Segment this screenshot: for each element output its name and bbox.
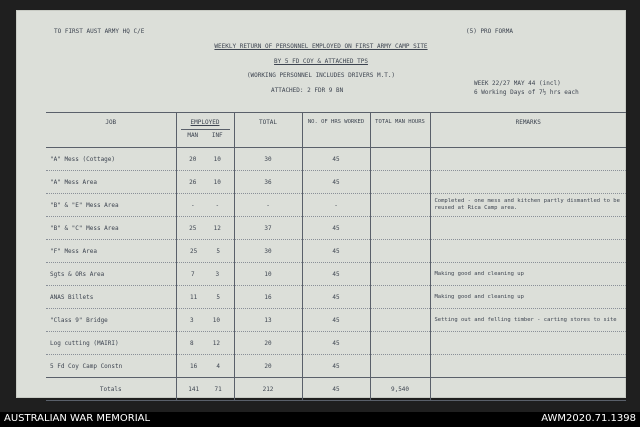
row-inf: 5: [216, 247, 220, 255]
row-job: "Class 9" Bridge: [46, 309, 176, 332]
row-total: 20: [234, 355, 302, 378]
row-hrs: 45: [302, 355, 370, 378]
row-employed: [176, 309, 234, 332]
row-inf: 5: [216, 293, 220, 301]
row-employed: [176, 148, 234, 171]
table-row: [46, 217, 626, 240]
totals-label: Totals: [46, 378, 176, 401]
row-employed: [176, 171, 234, 194]
table-row: [46, 355, 626, 378]
header-total: TOTAL: [234, 113, 302, 148]
row-hrs: -: [302, 194, 370, 217]
totals-row: [46, 378, 626, 401]
row-employed: [176, 355, 234, 378]
row-employed: [176, 263, 234, 286]
totals-inf: 71: [214, 385, 222, 393]
row-hrs: 45: [302, 240, 370, 263]
row-remarks: [430, 171, 626, 194]
table-header-row: [46, 113, 626, 148]
row-inf: 10: [213, 155, 221, 163]
row-man: 20: [189, 155, 197, 163]
row-man-hours: [370, 171, 430, 194]
row-man-hours: [370, 355, 430, 378]
row-total: 20: [234, 332, 302, 355]
row-total: 30: [234, 240, 302, 263]
row-man: -: [190, 201, 195, 209]
personnel-table: [46, 112, 626, 401]
row-total: 13: [234, 309, 302, 332]
row-man-hours: [370, 240, 430, 263]
row-inf: 4: [216, 362, 220, 370]
totals-employed: [176, 378, 234, 401]
row-man: 25: [189, 224, 197, 232]
header-hrs-worked: NO. OF HRS WORKED: [302, 113, 370, 148]
header-job: JOB: [46, 113, 176, 148]
row-inf: 10: [212, 316, 220, 324]
document-title: WEEKLY RETURN OF PERSONNEL EMPLOYED ON FIRST ARMY CAMP SITE: [214, 43, 428, 50]
row-inf: -: [215, 201, 220, 209]
row-job: "A" Mess Area: [46, 171, 176, 194]
row-total: 37: [234, 217, 302, 240]
row-job: "B" & "E" Mess Area: [46, 194, 176, 217]
row-job: "F" Mess Area: [46, 240, 176, 263]
row-man: 26: [189, 178, 197, 186]
row-remarks: [430, 148, 626, 171]
row-remarks: [430, 217, 626, 240]
to-line: TO FIRST AUST ARMY HQ C/E: [54, 28, 145, 35]
document-sheet: [16, 10, 626, 398]
totals-total: 212: [234, 378, 302, 401]
row-hrs: 45: [302, 263, 370, 286]
document-subtitle: BY 5 FD COY & ATTACHED TPS: [274, 58, 368, 65]
row-man: 16: [190, 362, 198, 370]
row-inf: 10: [213, 178, 221, 186]
row-total: -: [234, 194, 302, 217]
row-man-hours: [370, 148, 430, 171]
row-job: "B" & "C" Mess Area: [46, 217, 176, 240]
pro-forma-ref: (5) PRO FORMA: [466, 28, 513, 35]
header-man-hours: TOTAL MAN HOURS: [370, 113, 430, 148]
header-man: MAN: [187, 132, 199, 139]
row-man: 8: [190, 339, 194, 347]
row-remarks: [430, 355, 626, 378]
header-remarks: REMARKS: [430, 113, 626, 148]
row-hrs: 45: [302, 171, 370, 194]
row-job: "A" Mess (Cottage): [46, 148, 176, 171]
table-row: [46, 332, 626, 355]
row-employed: [176, 240, 234, 263]
row-hrs: 45: [302, 286, 370, 309]
footer-source: AUSTRALIAN WAR MEMORIAL: [4, 413, 151, 424]
row-man-hours: [370, 309, 430, 332]
row-remarks: [430, 240, 626, 263]
row-hrs: 45: [302, 217, 370, 240]
week-line: WEEK 22/27 MAY 44 (incl): [474, 80, 561, 87]
table-row: [46, 286, 626, 309]
row-total: 30: [234, 148, 302, 171]
header-inf: INF: [211, 132, 223, 139]
attached-line: ATTACHED: 2 FDR 9 BN: [271, 87, 344, 94]
row-remarks: Setting out and felling timber - carting stores to site: [430, 309, 626, 332]
row-man: 3: [190, 316, 194, 324]
row-remarks: Making good and cleaning up: [430, 263, 626, 286]
row-job: Log cutting (MAIRI): [46, 332, 176, 355]
row-total: 36: [234, 171, 302, 194]
row-man: 7: [190, 270, 195, 278]
row-man-hours: [370, 194, 430, 217]
row-job: Sgts & ORs Area: [46, 263, 176, 286]
footer-accession: AWM2020.71.1398: [541, 413, 636, 424]
row-inf: 3: [215, 270, 220, 278]
row-remarks: [430, 332, 626, 355]
totals-hrs: 45: [302, 378, 370, 401]
row-hrs: 45: [302, 309, 370, 332]
table-row: [46, 309, 626, 332]
totals-remarks: [430, 378, 626, 401]
row-hrs: 45: [302, 332, 370, 355]
row-job: ANAS Billets: [46, 286, 176, 309]
row-total: 10: [234, 263, 302, 286]
working-days-line: 6 Working Days of 7½ hrs each: [474, 89, 579, 96]
table-row: [46, 240, 626, 263]
row-remarks: Making good and cleaning up: [430, 286, 626, 309]
totals-man-hours: 9,540: [370, 378, 430, 401]
row-inf: 12: [212, 339, 220, 347]
row-remarks: Completed - one mess and kitchen partly dismantled to be reused at Rica Camp area.: [430, 194, 626, 217]
header-employed: EMPLOYED MAN INF: [176, 113, 234, 148]
table-row: [46, 171, 626, 194]
row-employed: [176, 194, 234, 217]
footer-bar: [0, 412, 640, 427]
row-employed: [176, 332, 234, 355]
row-man: 11: [190, 293, 198, 301]
row-man-hours: [370, 263, 430, 286]
table-row: [46, 263, 626, 286]
table-row: [46, 148, 626, 171]
row-job: 5 Fd Coy Camp Constn: [46, 355, 176, 378]
row-man: 25: [190, 247, 198, 255]
row-man-hours: [370, 217, 430, 240]
row-hrs: 45: [302, 148, 370, 171]
row-employed: [176, 217, 234, 240]
row-inf: 12: [213, 224, 221, 232]
document-note: (WORKING PERSONNEL INCLUDES DRIVERS M.T.): [246, 72, 396, 79]
row-employed: [176, 286, 234, 309]
row-total: 16: [234, 286, 302, 309]
totals-man: 141: [188, 385, 200, 393]
table-row: [46, 194, 626, 217]
row-man-hours: [370, 286, 430, 309]
row-man-hours: [370, 332, 430, 355]
